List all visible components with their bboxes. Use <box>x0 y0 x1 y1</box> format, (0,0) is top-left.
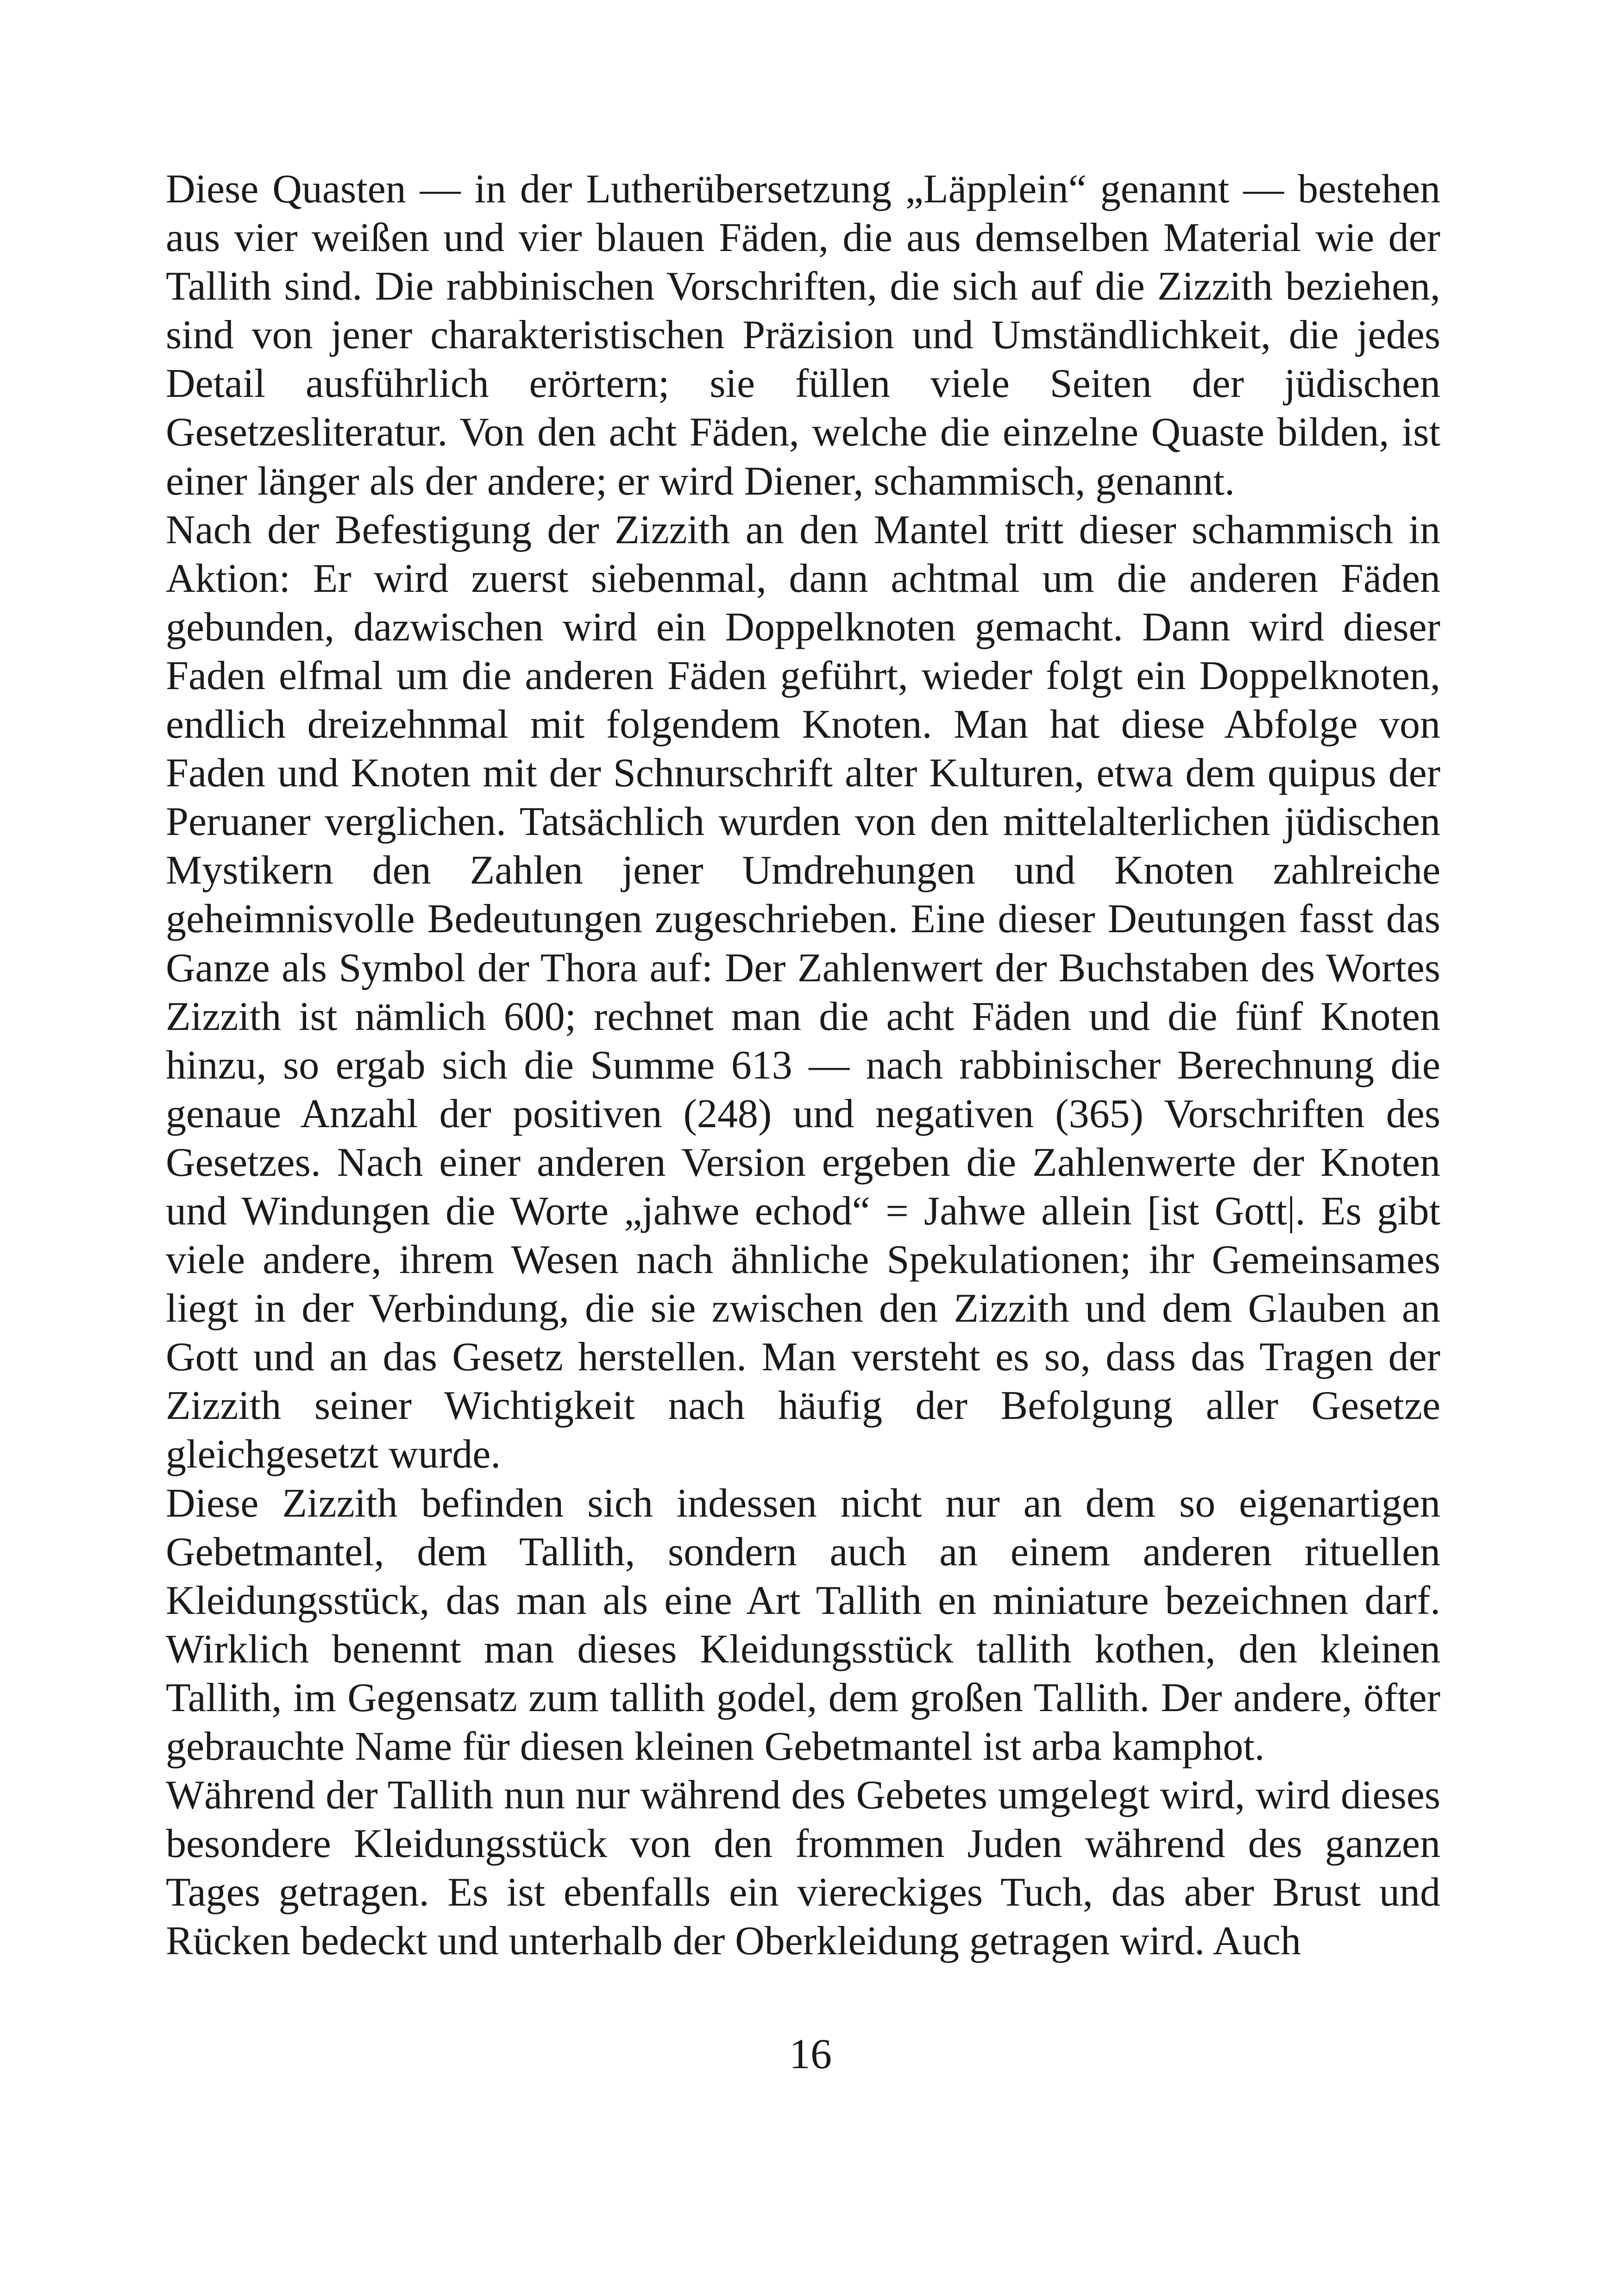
paragraph: Diese Zizzith befinden sich indessen nicht nur an dem so eigenartigen Gebetmantel, dem Tallith, sondern auch an einem anderen rituellen Kleidungsstück, das man als eine Art Tallith en miniature bezeichnen darf. Wirklich benennt man dieses Kleidungsstück tallith kothen, den kleinen Tallith, im Gegensatz zum tallith godel, dem großen Tallith. Der andere, öfter gebrauchte Name für diesen kleinen Gebetmantel ist arba kamphot. <box>166 1480 1440 1769</box>
paragraph: Nach der Befestigung der Zizzith an den Mantel tritt dieser schammisch in Aktion: Er wird zuerst siebenmal, dann achtmal um die anderen Fäden gebunden, dazwischen wird ein Doppelknoten gemacht. Dann wird dieser Faden elfmal um die anderen Fäden geführt, wieder folgt ein Doppelknoten, endlich dreizehnmal mit folgendem Knoten. Man hat diese Abfolge von Faden und Knoten mit der Schnurschrift alter Kulturen, etwa dem quipus der Peruaner verglichen. Tatsächlich wurden von den mittelalterlichen jüdischen Mystikern den Zahlen jener Umdrehungen und Knoten zahlreiche geheimnisvolle Bedeutungen zugeschrieben. Eine dieser Deutungen fasst das Ganze als Symbol der Thora auf: Der Zahlenwert der Buchstaben des Wortes Zizzith ist nämlich 600; rechnet man die acht Fäden und die fünf Knoten hinzu, so ergab sich die Summe 613 — nach rabbinischer Berechnung die genaue Anzahl der positiven (248) und negativen (365) Vorschriften des Gesetzes. Nach einer anderen Version ergeben die Zahlenwerte der Knoten und Windungen die Worte „jahwe echod“ = Jahwe allein [ist Gott|. Es gibt viele andere, ihrem Wesen nach ähnliche Spekulationen; ihr Gemeinsames liegt in der Verbindung, die sie zwischen den Zizzith und dem Glauben an Gott und an das Gesetz herstellen. Man versteht es so, dass das Tragen der Zizzith seiner Wichtigkeit nach häufig der Befolgung aller Gesetze gleichgesetzt wurde. <box>166 507 1440 1477</box>
paragraph: Diese Quasten — in der Lutherübersetzung „Läpplein“ genannt — bestehen aus vier weißen und vier blauen Fäden, die aus demselben Material wie der Tallith sind. Die rabbinischen Vorschriften, die sich auf die Zizzith beziehen, sind von jener charakteristischen Präzision und Umständlichkeit, die jedes Detail ausführlich erörtern; sie füllen viele Seiten der jüdischen Gesetzesliteratur. Von den acht Fäden, welche die einzelne Quaste bilden, ist einer länger als der andere; er wird Diener, schammisch, genannt. <box>166 167 1440 504</box>
paragraph: Während der Tallith nun nur während des Gebetes umgelegt wird, wird dieses besondere Kleidungsstück von den frommen Juden während des ganzen Tages getragen. Es ist ebenfalls ein viereckiges Tuch, das aber Brust und Rücken bedeckt und unterhalb der Oberkleidung getragen wird. Auch <box>166 1773 1440 1964</box>
body-text <box>166 165 1440 1965</box>
page-number: 16 <box>789 2030 832 2077</box>
